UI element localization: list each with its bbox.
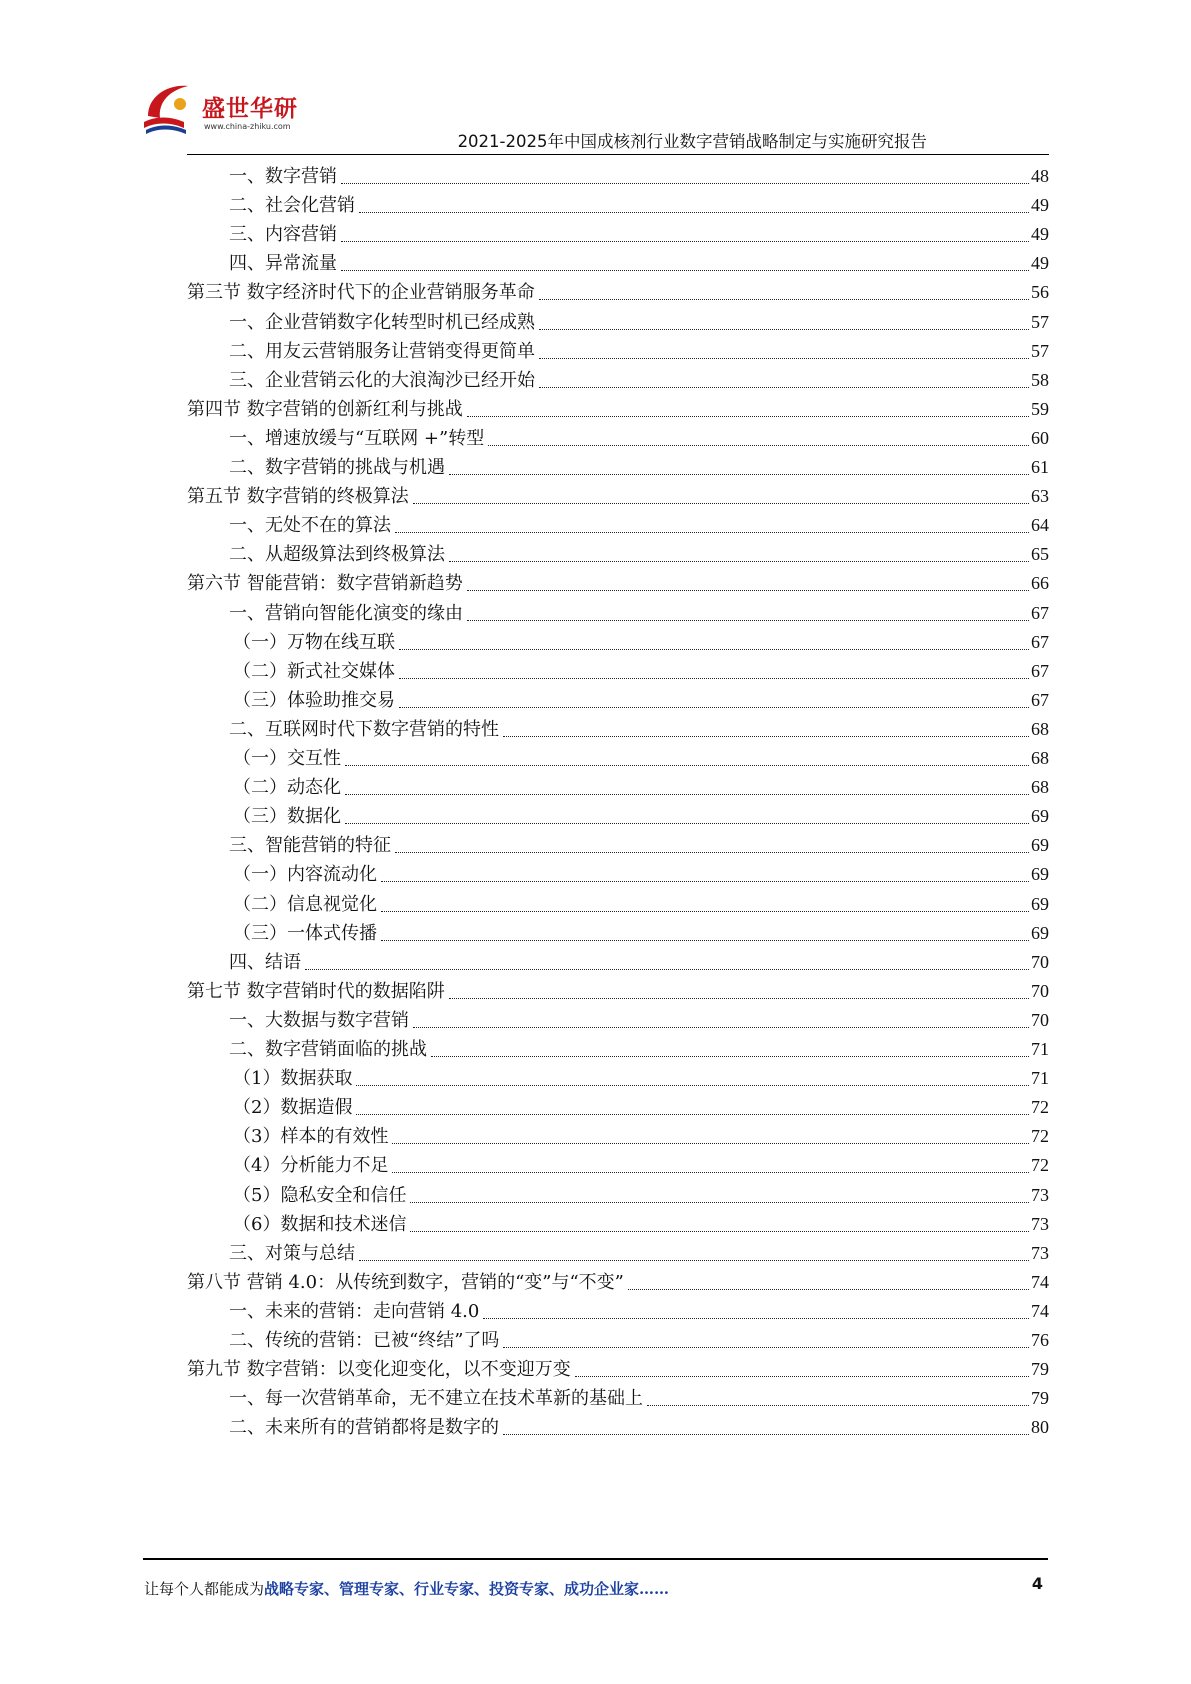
toc-dot-leader bbox=[449, 998, 1029, 999]
toc-entry-label: （6）数据和技术迷信 bbox=[233, 1213, 407, 1235]
toc-entry-label: 二、未来所有的营销都将是数字的 bbox=[229, 1417, 499, 1439]
toc-section-entry[interactable] bbox=[187, 1354, 1049, 1385]
toc-dot-leader bbox=[399, 707, 1029, 708]
toc-entry-page-number: 67 bbox=[1031, 631, 1049, 652]
toc-dot-leader bbox=[359, 1260, 1029, 1261]
toc-entry-page-number: 80 bbox=[1031, 1417, 1049, 1438]
toc-dot-leader bbox=[503, 1434, 1029, 1435]
toc-dot-leader bbox=[628, 1289, 1029, 1290]
toc-entry-label: （三）一体式传播 bbox=[233, 922, 377, 944]
toc-entry-page-number: 74 bbox=[1031, 1271, 1049, 1292]
toc-dot-leader bbox=[345, 794, 1029, 795]
toc-entry-label: 第六节 智能营销：数字营销新趋势 bbox=[187, 573, 463, 595]
toc-entry-label: 三、智能营销的特征 bbox=[229, 835, 391, 857]
toc-entry[interactable] bbox=[233, 656, 1049, 687]
toc-entry[interactable] bbox=[229, 248, 1049, 279]
toc-entry-page-number: 69 bbox=[1031, 806, 1049, 827]
page-number: 4 bbox=[1031, 1574, 1043, 1593]
toc-entry-label: 四、结语 bbox=[229, 951, 301, 973]
toc-entry[interactable] bbox=[233, 889, 1049, 920]
toc-entry-label: 一、未来的营销：走向营销 4.0 bbox=[229, 1300, 480, 1322]
toc-entry[interactable] bbox=[229, 161, 1049, 192]
toc-entry-page-number: 60 bbox=[1031, 427, 1049, 448]
toc-entry-label: 一、企业营销数字化转型时机已经成熟 bbox=[229, 311, 535, 333]
toc-entry[interactable] bbox=[229, 1238, 1049, 1269]
toc-entry[interactable] bbox=[229, 1412, 1049, 1443]
toc-entry-page-number: 57 bbox=[1031, 340, 1049, 361]
header-divider bbox=[187, 154, 1049, 155]
toc-entry-label: 第九节 数字营销：以变化迎变化，以不变迎万变 bbox=[187, 1359, 571, 1381]
toc-dot-leader bbox=[575, 1376, 1029, 1377]
toc-entry-label: （二）信息视觉化 bbox=[233, 893, 377, 915]
toc-entry-page-number: 72 bbox=[1031, 1097, 1049, 1118]
toc-entry-page-number: 73 bbox=[1031, 1184, 1049, 1205]
toc-entry[interactable] bbox=[233, 1180, 1049, 1211]
toc-dot-leader bbox=[381, 911, 1029, 912]
toc-entry-page-number: 67 bbox=[1031, 660, 1049, 681]
toc-entry-label: （一）内容流动化 bbox=[233, 864, 377, 886]
toc-dot-leader bbox=[356, 1114, 1029, 1115]
report-title: 2021-2025年中国成核剂行业数字营销战略制定与实施研究报告 bbox=[457, 132, 927, 151]
toc-section-entry[interactable] bbox=[187, 277, 1049, 308]
toc-entry[interactable] bbox=[233, 772, 1049, 803]
toc-entry-page-number: 57 bbox=[1031, 311, 1049, 332]
toc-entry-label: （一）万物在线互联 bbox=[233, 631, 395, 653]
toc-dot-leader bbox=[410, 1202, 1029, 1203]
toc-entry-page-number: 72 bbox=[1031, 1126, 1049, 1147]
toc-entry-label: 一、无处不在的算法 bbox=[229, 515, 391, 537]
toc-entry-page-number: 73 bbox=[1031, 1242, 1049, 1263]
toc-entry[interactable] bbox=[229, 1325, 1049, 1356]
toc-entry-page-number: 61 bbox=[1031, 457, 1049, 477]
toc-entry-page-number: 69 bbox=[1031, 893, 1049, 914]
toc-entry-label: 第七节 数字营销时代的数据陷阱 bbox=[187, 980, 445, 1002]
toc-dot-leader bbox=[392, 1143, 1029, 1144]
toc-dot-leader bbox=[381, 940, 1029, 941]
toc-entry-page-number: 58 bbox=[1031, 369, 1049, 390]
toc-dot-leader bbox=[467, 590, 1029, 591]
toc-entry[interactable] bbox=[229, 307, 1049, 338]
toc-entry-page-number: 48 bbox=[1031, 166, 1049, 186]
toc-entry[interactable] bbox=[229, 219, 1049, 250]
toc-entry-label: 一、大数据与数字营销 bbox=[229, 1009, 409, 1031]
logo-emblem-icon bbox=[140, 82, 206, 144]
toc-dot-leader bbox=[467, 620, 1029, 621]
toc-entry[interactable] bbox=[229, 1034, 1049, 1065]
toc-section-entry[interactable] bbox=[187, 481, 1049, 512]
toc-entry-label: 二、传统的营销：已被“终结”了吗 bbox=[229, 1330, 500, 1351]
toc-dot-leader bbox=[449, 474, 1029, 475]
toc-entry[interactable] bbox=[233, 918, 1049, 949]
toc-section-entry[interactable] bbox=[187, 568, 1049, 599]
toc-entry-page-number: 68 bbox=[1031, 718, 1049, 739]
toc-dot-leader bbox=[305, 969, 1029, 970]
toc-entry-label: 二、数字营销的挑战与机遇 bbox=[229, 457, 445, 478]
toc-entry[interactable] bbox=[233, 1150, 1049, 1181]
company-logo bbox=[140, 82, 310, 144]
toc-entry[interactable] bbox=[233, 627, 1049, 658]
toc-entry-label: 一、增速放缓与“互联网 +”转型 bbox=[229, 427, 485, 449]
toc-entry[interactable] bbox=[229, 714, 1049, 745]
toc-entry-label: 二、社会化营销 bbox=[229, 195, 355, 217]
toc-dot-leader bbox=[395, 532, 1029, 533]
toc-dot-leader bbox=[399, 649, 1029, 650]
toc-entry-label: 第四节 数字营销的创新红利与挑战 bbox=[187, 398, 463, 420]
toc-entry-page-number: 72 bbox=[1031, 1155, 1049, 1176]
toc-entry-label: （4）分析能力不足 bbox=[233, 1155, 389, 1177]
toc-entry-label: 二、数字营销面临的挑战 bbox=[229, 1039, 427, 1060]
toc-entry-label: 二、从超级算法到终极算法 bbox=[229, 544, 445, 566]
toc-entry-page-number: 73 bbox=[1031, 1213, 1049, 1234]
toc-entry-label: （1）数据获取 bbox=[233, 1068, 353, 1090]
toc-dot-leader bbox=[392, 1172, 1029, 1173]
toc-entry-page-number: 68 bbox=[1031, 748, 1049, 768]
toc-entry-page-number: 70 bbox=[1031, 980, 1049, 1001]
toc-dot-leader bbox=[539, 299, 1029, 300]
toc-entry-label: （3）样本的有效性 bbox=[233, 1126, 389, 1148]
toc-entry-page-number: 70 bbox=[1031, 1009, 1049, 1030]
toc-section-entry[interactable] bbox=[187, 1267, 1049, 1298]
toc-entry-label: （三）体验助推交易 bbox=[233, 689, 395, 711]
toc-dot-leader bbox=[539, 329, 1029, 330]
logo-url: www.china-zhiku.com bbox=[204, 122, 291, 131]
toc-entry-label: （二）动态化 bbox=[233, 777, 341, 799]
toc-entry-label: 第八节 营销 4.0：从传统到数字，营销的“变”与“不变” bbox=[187, 1271, 624, 1293]
toc-dot-leader bbox=[483, 1318, 1029, 1319]
toc-entry[interactable] bbox=[233, 1063, 1049, 1094]
toc-entry[interactable] bbox=[229, 947, 1049, 978]
toc-dot-leader bbox=[341, 241, 1029, 242]
toc-entry-label: 三、内容营销 bbox=[229, 224, 337, 246]
toc-entry[interactable] bbox=[229, 190, 1049, 221]
footer-divider bbox=[143, 1558, 1048, 1560]
toc-entry[interactable] bbox=[233, 859, 1049, 890]
toc-entry-page-number: 67 bbox=[1031, 689, 1049, 710]
toc-section-entry[interactable] bbox=[187, 976, 1049, 1007]
toc-entry-page-number: 71 bbox=[1031, 1039, 1049, 1059]
toc-entry[interactable] bbox=[229, 1296, 1049, 1327]
toc-entry[interactable] bbox=[229, 510, 1049, 541]
toc-dot-leader bbox=[431, 1056, 1029, 1057]
toc-dot-leader bbox=[341, 270, 1029, 271]
toc-entry-page-number: 76 bbox=[1031, 1330, 1049, 1350]
toc-dot-leader bbox=[467, 416, 1029, 417]
toc-dot-leader bbox=[413, 503, 1029, 504]
toc-dot-leader bbox=[395, 852, 1029, 853]
toc-entry-label: 二、用友云营销服务让营销变得更简单 bbox=[229, 340, 535, 362]
toc-entry-page-number: 64 bbox=[1031, 515, 1049, 536]
toc-dot-leader bbox=[539, 387, 1029, 388]
toc-entry-page-number: 69 bbox=[1031, 864, 1049, 885]
toc-entry-page-number: 56 bbox=[1031, 282, 1049, 303]
footer-slogan-prefix: 让每个人都能成为 bbox=[144, 1580, 265, 1598]
toc-section-entry[interactable] bbox=[187, 394, 1049, 425]
footer-slogan-highlight: 战略专家、管理专家、行业专家、投资专家、成功企业家…… bbox=[264, 1580, 670, 1598]
toc-dot-leader bbox=[503, 1347, 1029, 1348]
toc-entry[interactable] bbox=[229, 598, 1049, 629]
toc-entry-label: （2）数据造假 bbox=[233, 1097, 353, 1119]
toc-entry-page-number: 74 bbox=[1031, 1300, 1049, 1321]
toc-entry[interactable] bbox=[229, 1383, 1049, 1414]
toc-entry-label: 三、企业营销云化的大浪淘沙已经开始 bbox=[229, 369, 535, 391]
toc-dot-leader bbox=[488, 445, 1029, 446]
toc-entry-page-number: 79 bbox=[1031, 1359, 1049, 1380]
toc-entry-label: 第三节 数字经济时代下的企业营销服务革命 bbox=[187, 282, 535, 304]
toc-entry-page-number: 69 bbox=[1031, 922, 1049, 943]
toc-entry-page-number: 63 bbox=[1031, 486, 1049, 507]
toc-entry-label: （5）隐私安全和信任 bbox=[233, 1184, 407, 1206]
toc-entry-label: （二）新式社交媒体 bbox=[233, 660, 395, 682]
toc-entry[interactable] bbox=[229, 423, 1049, 454]
toc-dot-leader bbox=[647, 1405, 1029, 1406]
toc-entry-page-number: 70 bbox=[1031, 951, 1049, 972]
toc-dot-leader bbox=[381, 881, 1029, 882]
toc-entry-label: 第五节 数字营销的终极算法 bbox=[187, 486, 409, 508]
toc-entry-page-number: 49 bbox=[1031, 224, 1049, 245]
toc-entry-label: 一、数字营销 bbox=[229, 166, 337, 187]
toc-entry[interactable] bbox=[229, 539, 1049, 570]
toc-dot-leader bbox=[539, 358, 1029, 359]
toc-dot-leader bbox=[356, 1085, 1029, 1086]
toc-entry-label: （一）交互性 bbox=[233, 748, 341, 769]
toc-entry-page-number: 71 bbox=[1031, 1068, 1049, 1089]
toc-dot-leader bbox=[399, 678, 1029, 679]
logo-name: 盛世华研 bbox=[202, 96, 298, 122]
toc-entry-page-number: 67 bbox=[1031, 602, 1049, 623]
toc-dot-leader bbox=[410, 1231, 1029, 1232]
toc-entry-page-number: 49 bbox=[1031, 195, 1049, 216]
toc-entry[interactable] bbox=[229, 365, 1049, 396]
toc-entry-label: 三、对策与总结 bbox=[229, 1242, 355, 1264]
toc-dot-leader bbox=[345, 765, 1029, 766]
toc-entry[interactable] bbox=[233, 743, 1049, 774]
toc-entry[interactable] bbox=[229, 830, 1049, 861]
toc-entry-page-number: 49 bbox=[1031, 253, 1049, 274]
toc-entry-page-number: 68 bbox=[1031, 777, 1049, 798]
toc-entry-label: 一、营销向智能化演变的缘由 bbox=[229, 602, 463, 624]
toc-entry-label: 四、异常流量 bbox=[229, 253, 337, 275]
toc-dot-leader bbox=[345, 823, 1029, 824]
toc-dot-leader bbox=[449, 561, 1029, 562]
toc-entry[interactable] bbox=[233, 1209, 1049, 1240]
toc-entry-page-number: 69 bbox=[1031, 835, 1049, 856]
toc-entry[interactable] bbox=[233, 1092, 1049, 1123]
toc-entry-page-number: 65 bbox=[1031, 544, 1049, 565]
toc-entry[interactable] bbox=[233, 801, 1049, 832]
footer-slogan bbox=[144, 1578, 669, 1599]
toc-entry-label: 二、互联网时代下数字营销的特性 bbox=[229, 718, 499, 740]
toc-entry[interactable] bbox=[229, 452, 1049, 483]
toc-dot-leader bbox=[359, 212, 1029, 213]
toc-dot-leader bbox=[413, 1027, 1029, 1028]
toc-entry[interactable] bbox=[233, 685, 1049, 716]
toc-entry-label: （三）数据化 bbox=[233, 806, 341, 828]
toc-entry[interactable] bbox=[229, 336, 1049, 367]
toc-entry-page-number: 66 bbox=[1031, 573, 1049, 594]
toc-entry-page-number: 59 bbox=[1031, 398, 1049, 419]
toc-dot-leader bbox=[503, 736, 1029, 737]
toc-entry[interactable] bbox=[229, 1005, 1049, 1036]
toc-dot-leader bbox=[341, 183, 1029, 184]
toc-entry-page-number: 79 bbox=[1031, 1388, 1049, 1409]
toc-entry[interactable] bbox=[233, 1121, 1049, 1152]
toc-entry-label: 一、每一次营销革命，无不建立在技术革新的基础上 bbox=[229, 1388, 643, 1410]
